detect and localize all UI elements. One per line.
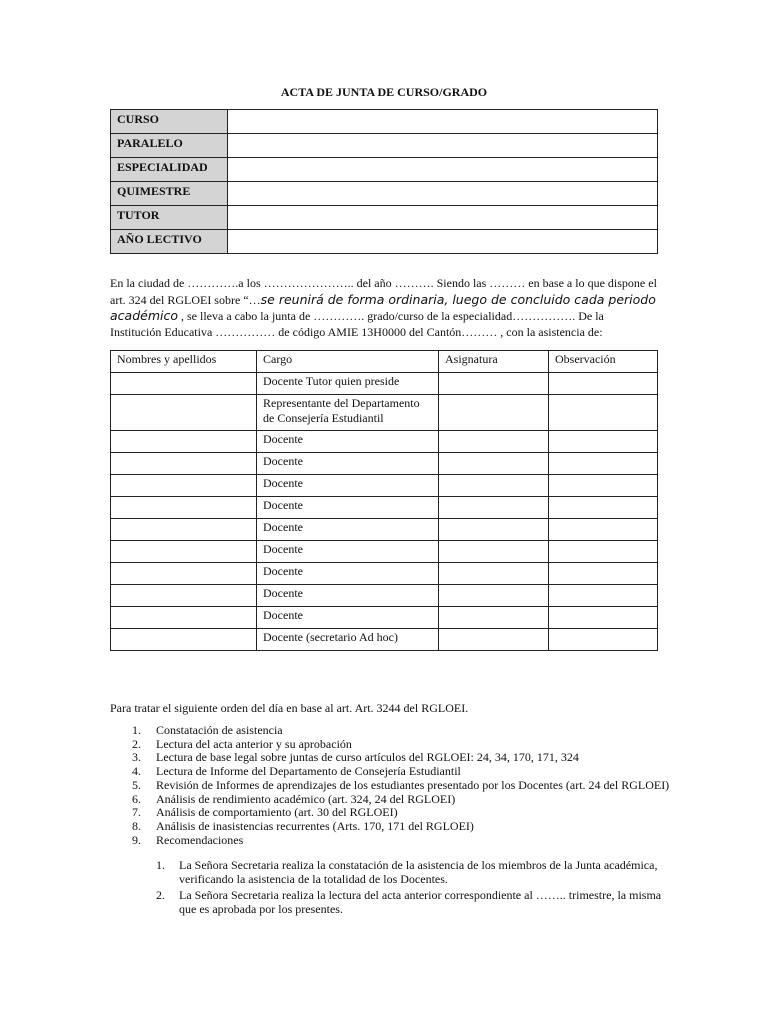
attendance-row [111, 585, 658, 607]
nombre-field[interactable] [111, 395, 257, 431]
nombre-field[interactable] [111, 519, 257, 541]
info-label: CURSO [111, 110, 228, 134]
observacion-field[interactable] [549, 395, 658, 431]
list-text: Lectura del acta anterior y su aprobación [156, 736, 352, 751]
asignatura-field[interactable] [439, 585, 549, 607]
attendance-row [111, 497, 658, 519]
agenda-item [110, 751, 670, 765]
observacion-field[interactable] [549, 607, 658, 629]
attendance-row [111, 373, 658, 395]
agenda-item [110, 820, 670, 834]
agenda-item [110, 724, 670, 738]
info-value-field[interactable] [228, 110, 658, 134]
asignatura-field[interactable] [439, 453, 549, 475]
list-text: Análisis de rendimiento académico (art. 324, 24 del RGLOEI) [156, 791, 456, 806]
asignatura-field[interactable] [439, 497, 549, 519]
attendance-row [111, 453, 658, 475]
attendance-row [111, 629, 658, 651]
nombre-field[interactable] [111, 585, 257, 607]
asignatura-field[interactable] [439, 373, 549, 395]
nombre-field[interactable] [111, 373, 257, 395]
observacion-field[interactable] [549, 585, 658, 607]
nombre-field[interactable] [111, 563, 257, 585]
cargo: Docente Tutor quien preside [257, 373, 439, 395]
course-info-table [110, 109, 658, 254]
asignatura-field[interactable] [439, 629, 549, 651]
nombre-field[interactable] [111, 541, 257, 563]
info-row [111, 110, 658, 134]
nombre-field[interactable] [111, 607, 257, 629]
observacion-field[interactable] [549, 563, 658, 585]
observacion-field[interactable] [549, 373, 658, 395]
cargo: Docente [257, 475, 439, 497]
info-row [111, 182, 658, 206]
info-row [111, 230, 658, 254]
observacion-field[interactable] [549, 519, 658, 541]
attendance-table [110, 350, 658, 651]
info-label: QUIMESTRE [111, 182, 228, 206]
info-label: PARALELO [111, 134, 228, 158]
agenda-item [110, 834, 670, 848]
agenda-item [110, 793, 670, 807]
info-row [111, 158, 658, 182]
asignatura-field[interactable] [439, 395, 549, 431]
document-title: ACTA DE JUNTA DE CURSO/GRADO [280, 85, 488, 99]
notes-list [110, 858, 670, 918]
info-value-field[interactable] [228, 230, 658, 254]
intro-text-1: En la ciudad de ………….a los ………………….. del año ………. Siendo las ……… en base a lo que dispone el art. 324 del RGLOEI sobre “… [110, 276, 657, 307]
asignatura-field[interactable] [439, 563, 549, 585]
attendance-row [111, 431, 658, 453]
list-text: Lectura de Informe del Departamento de Consejería Estudiantil [156, 764, 461, 779]
list-number: 9. [132, 832, 141, 847]
attendance-row [111, 519, 658, 541]
cargo: Docente (secretario Ad hoc) [257, 629, 439, 651]
list-text: Análisis de comportamiento (art. 30 del RGLOEI) [156, 805, 398, 820]
note-item [110, 888, 670, 916]
agenda-item [110, 738, 670, 752]
cargo: Docente [257, 541, 439, 563]
observacion-field[interactable] [549, 431, 658, 453]
info-label: ESPECIALIDAD [111, 158, 228, 182]
agenda-item [110, 765, 670, 779]
list-number: 1. [132, 723, 141, 737]
list-text: Revisión de Informes de aprendizajes de los estudiantes presentado por los Docentes (art. 24 del RGLOEI) [156, 777, 670, 792]
attendance-row [111, 541, 658, 563]
info-value-field[interactable] [228, 134, 658, 158]
info-value-field[interactable] [228, 206, 658, 230]
attendance-row [111, 607, 658, 629]
agenda-item [110, 806, 670, 820]
intro-paragraph [110, 276, 658, 340]
list-text: Constatación de asistencia [156, 723, 283, 737]
asignatura-field[interactable] [439, 475, 549, 497]
list-text: Análisis de inasistencias recurrentes (Arts. 170, 171 del RGLOEI) [156, 818, 474, 833]
list-number: 5. [132, 777, 141, 792]
asignatura-field[interactable] [439, 431, 549, 453]
info-row [111, 134, 658, 158]
header-cargo: Cargo [257, 351, 439, 373]
nombre-field[interactable] [111, 453, 257, 475]
header-nombres: Nombres y apellidos [111, 351, 257, 373]
observacion-field[interactable] [549, 541, 658, 563]
cargo: Representante del Departamento de Consejería Estudiantil [257, 395, 439, 431]
list-number: 1. [156, 858, 165, 872]
cargo: Docente [257, 607, 439, 629]
asignatura-field[interactable] [439, 607, 549, 629]
note-item [110, 858, 670, 886]
observacion-field[interactable] [549, 629, 658, 651]
list-number: 4. [132, 764, 141, 779]
agenda-intro: Para tratar el siguiente orden del día en base al art. Art. 3244 del RGLOEI. [110, 701, 469, 715]
info-value-field[interactable] [228, 182, 658, 206]
attendance-row [111, 395, 658, 431]
observacion-field[interactable] [549, 453, 658, 475]
list-text: La Señora Secretaria realiza la constatación de la asistencia de los miembros de la Junta académica, verificando la asistencia de la totalidad de los Docentes. [179, 858, 658, 886]
cargo: Docente [257, 497, 439, 519]
intro-text-2: , se lleva a cabo la junta de …………. grado/curso de la especialidad……………. De la Institución Educativa …………… de código AMIE 13H0000 del Cantón……… , con la asistencia de: [110, 309, 604, 339]
agenda-list [110, 724, 670, 847]
info-value-field[interactable] [228, 158, 658, 182]
info-label: AÑO LECTIVO [111, 230, 228, 254]
intro-italic-quote: se reunirá de forma ordinaria, luego de concluido cada periodo académico [110, 291, 656, 323]
nombre-field[interactable] [111, 629, 257, 651]
cargo: Docente [257, 563, 439, 585]
cargo: Docente [257, 453, 439, 475]
list-number: 2. [156, 888, 165, 902]
nombre-field[interactable] [111, 475, 257, 497]
list-number: 7. [132, 805, 141, 820]
header-observacion: Observación [549, 351, 658, 373]
agenda-item [110, 779, 670, 793]
list-number: 2. [132, 736, 141, 751]
list-number: 6. [132, 791, 141, 806]
cargo: Docente [257, 519, 439, 541]
info-row [111, 206, 658, 230]
cargo: Docente [257, 431, 439, 453]
observacion-field[interactable] [549, 497, 658, 519]
attendance-header-row [111, 351, 658, 373]
header-asignatura: Asignatura [439, 351, 549, 373]
nombre-field[interactable] [111, 431, 257, 453]
list-text: La Señora Secretaria realiza la lectura del acta anterior correspondiente al …….. trimestre, la misma que es aprobada por los presentes. [179, 888, 662, 916]
list-text: Recomendaciones [156, 832, 244, 847]
list-number: 3. [132, 750, 141, 765]
asignatura-field[interactable] [439, 519, 549, 541]
cargo: Docente [257, 585, 439, 607]
observacion-field[interactable] [549, 475, 658, 497]
attendance-row [111, 563, 658, 585]
list-number: 8. [132, 818, 141, 833]
nombre-field[interactable] [111, 497, 257, 519]
attendance-row [111, 475, 658, 497]
list-text: Lectura de base legal sobre juntas de curso artículos del RGLOEI: 24, 34, 170, 171, 324 [156, 750, 579, 765]
info-label: TUTOR [111, 206, 228, 230]
asignatura-field[interactable] [439, 541, 549, 563]
